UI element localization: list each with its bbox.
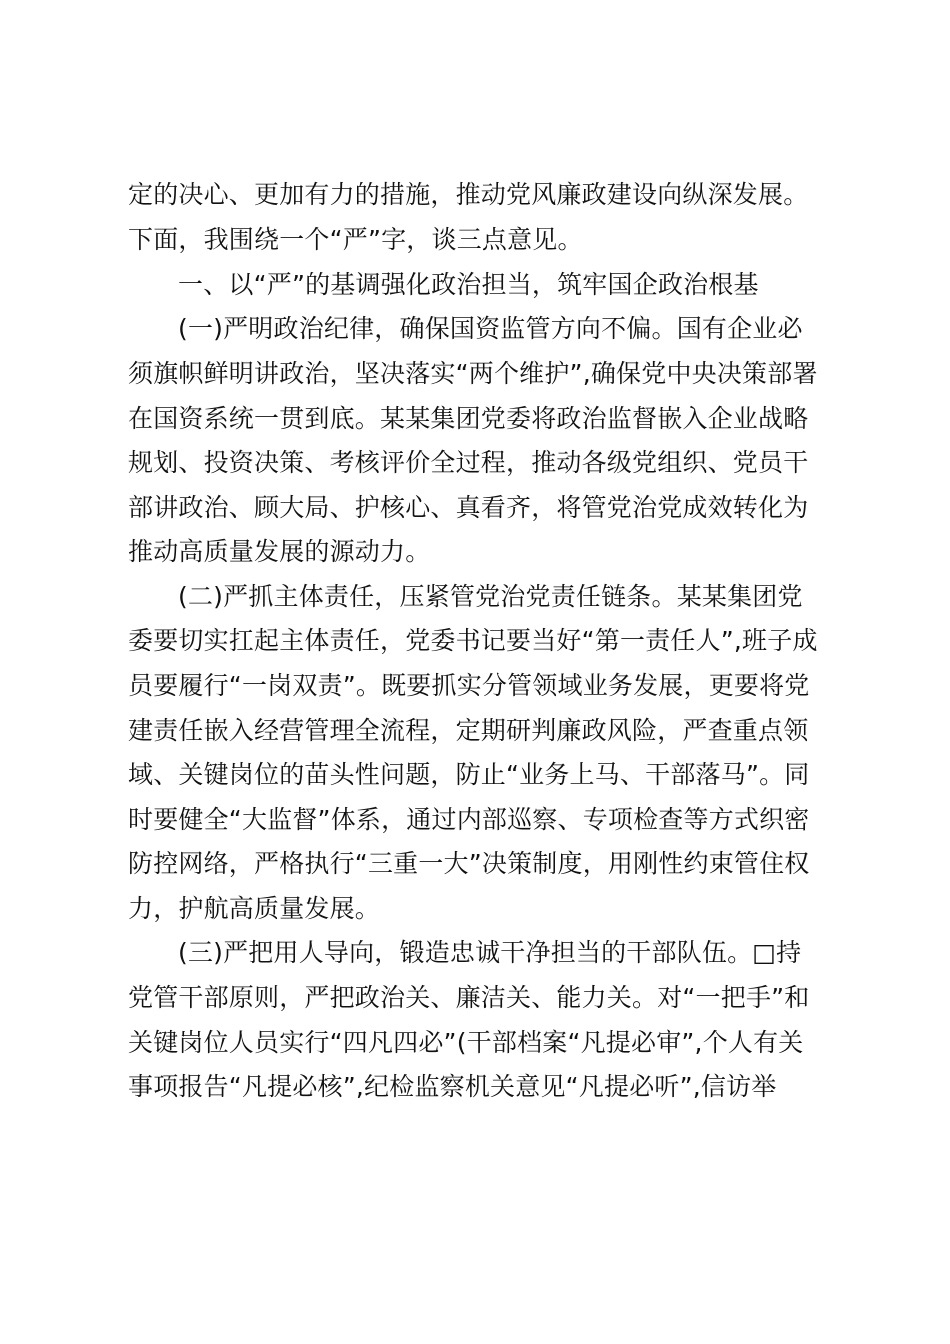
body-text-line: 在国资系统一贯到底。某某集团党委将政治监督嵌入企业战略 xyxy=(128,404,809,433)
section-heading: 一、以“严”的基调强化政治担当，筑牢国企政治根基 xyxy=(178,270,759,299)
body-text-line: 定的决心、更加有力的措施，推动党风廉政建设向纵深发展。 xyxy=(128,180,809,209)
body-text-line: 建责任嵌入经营管理全流程，定期研判廉政风险，严查重点领 xyxy=(128,716,809,745)
subsection-heading-line: (一)严明政治纪律，确保国资监管方向不偏。国有企业必 xyxy=(178,314,803,343)
body-text-line: 力，护航高质量发展。 xyxy=(128,894,381,923)
body-text-line: 域、关键岗位的苗头性问题，防止“业务上马、干部落马”。同 xyxy=(128,760,810,789)
subsection-heading-line: (三)严把用人导向，锻造忠诚干净担当的干部队伍。□持 xyxy=(178,938,802,967)
body-text-line: 推动高质量发展的源动力。 xyxy=(128,537,431,566)
body-text-line: 员要履行“一岗双责”。既要抓实分管领域业务发展，更要将党 xyxy=(128,671,810,700)
body-text-line: 防控网络，严格执行“三重一大”决策制度，用刚性约束管住权 xyxy=(128,849,810,878)
body-text-line: 须旗帜鲜明讲政治，坚决落实“两个维护”,确保党中央决策部署 xyxy=(128,359,818,388)
body-text-line: 规划、投资决策、考核评价全过程，推动各级党组织、党员干 xyxy=(128,448,809,477)
body-text-line: 时要健全“大监督”体系，通过内部巡察、专项检查等方式织密 xyxy=(128,805,810,834)
body-text-line: 事项报告“凡提必核”,纪检监察机关意见“凡提必听”,信访举 xyxy=(128,1072,777,1101)
body-text-line: 下面，我围绕一个“严”字，谈三点意见。 xyxy=(128,225,583,254)
body-text-line: 部讲政治、顾大局、护核心、真看齐，将管党治党成效转化为 xyxy=(128,493,809,522)
body-text-line: 党管干部原则，严把政治关、廉洁关、能力关。对“一把手”和 xyxy=(128,983,810,1012)
body-text-line: 委要切实扛起主体责任，党委书记要当好“第一责任人”,班子成 xyxy=(128,626,818,655)
body-text-line: 关键岗位人员实行“四凡四必”(干部档案“凡提必审”,个人有关 xyxy=(128,1028,804,1057)
subsection-heading-line: (二)严抓主体责任，压紧管党治党责任链条。某某集团党 xyxy=(178,582,803,611)
